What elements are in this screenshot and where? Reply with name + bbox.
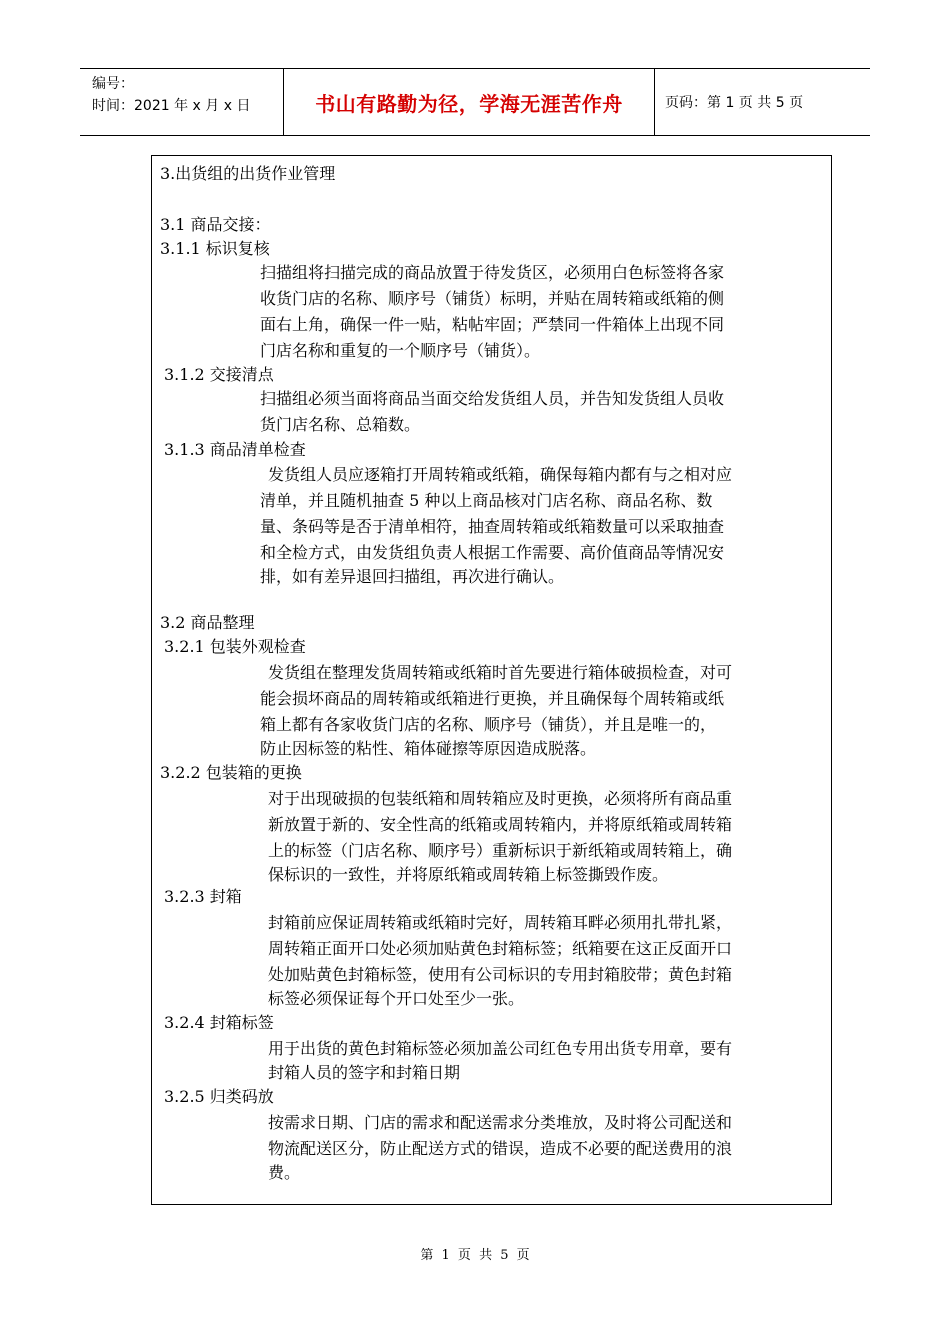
footer-total-word: 共 — [479, 1248, 493, 1263]
paragraph-line: 扫描组必须当面将商品当面交给发货组人员，并告知发货组人员收 — [260, 389, 725, 408]
paragraph-line: 物流配送区分，防止配送方式的错误，造成不必要的配送费用的浪 — [268, 1139, 733, 1158]
paragraph-line: 门店名称和重复的一个顺序号（铺货）。 — [260, 341, 541, 360]
paragraph-line: 发货组人员应逐箱打开周转箱或纸箱，确保每箱内都有与之相对应 — [268, 465, 733, 484]
motto-text: 书山有路勤为径，学海无涯苦作舟 — [315, 91, 623, 116]
header-page-cell — [655, 69, 870, 135]
paragraph-line: 排，如有差异退回扫描组，再次进行确认。 — [260, 567, 565, 586]
footer-page-unit: 页 — [457, 1248, 471, 1263]
paragraph-line: 保标识的一致性，并将原纸箱或周转箱上标签撕毁作废。 — [268, 865, 669, 884]
paragraph-line: 扫描组将扫描完成的商品放置于待发货区，必须用白色标签将各家 — [260, 263, 725, 282]
paragraph-line: 处加贴黄色封箱标签，使用有公司标识的专用封箱胶带；黄色封箱 — [268, 965, 733, 984]
paragraph-line: 封箱人员的签字和封箱日期 — [268, 1063, 461, 1082]
header-motto-cell — [283, 69, 655, 135]
paragraph-line: 周转箱正面开口处必须加贴黄色封箱标签；纸箱要在这正反面开口 — [268, 939, 733, 958]
paragraph-line: 发货组在整理发货周转箱或纸箱时首先要进行箱体破损检查，对可 — [268, 663, 733, 682]
item-heading: 3.2.2 包装箱的更换 — [160, 763, 302, 782]
paragraph-line: 量、条码等是否于清单相符，抽查周转箱或纸箱数量可以采取抽查 — [260, 517, 725, 536]
paragraph-line: 箱上都有各家收货门店的名称、顺序号（铺货），并且是唯一的， — [260, 715, 717, 734]
page-footer — [0, 1244, 950, 1263]
paragraph-line: 按需求日期、门店的需求和配送需求分类堆放，及时将公司配送和 — [268, 1113, 733, 1132]
paragraph-line: 封箱前应保证周转箱或纸箱时完好，周转箱耳畔必须用扎带扎紧， — [268, 913, 733, 932]
footer-total-unit: 页 — [516, 1248, 530, 1263]
paragraph-line: 能会损坏商品的周转箱或纸箱进行更换，并且确保每个周转箱或纸 — [260, 689, 725, 708]
paragraph-line: 用于出货的黄色封箱标签必须加盖公司红色专用出货专用章，要有 — [268, 1039, 733, 1058]
paragraph-line: 和全检方式，由发货组负责人根据工作需要、高价值商品等情况安 — [260, 543, 725, 562]
paragraph-line: 面右上角，确保一件一贴，粘帖牢固；严禁同一件箱体上出现不同 — [260, 315, 725, 334]
paragraph-line: 收货门店的名称、顺序号（铺货）标明，并贴在周转箱或纸箱的侧 — [260, 289, 725, 308]
content-box — [151, 155, 832, 1205]
paragraph-line: 防止因标签的粘性、箱体碰擦等原因造成脱落。 — [260, 739, 597, 758]
footer-total-number: 5 — [500, 1248, 509, 1263]
section-heading: 3.出货组的出货作业管理 — [160, 164, 336, 183]
item-heading: 3.1.3 商品清单检查 — [164, 440, 306, 459]
paragraph-line: 上的标签（门店名称、顺序号）重新标识于新纸箱或周转箱上，确 — [268, 841, 733, 860]
page-number-label: 页码：第 1 页 共 5 页 — [665, 95, 804, 111]
item-heading: 3.1.2 交接清点 — [164, 365, 274, 384]
page-header — [80, 68, 870, 136]
paragraph-line: 标签必须保证每个开口处至少一张。 — [268, 989, 525, 1008]
paragraph-line: 货门店名称、总箱数。 — [260, 415, 421, 434]
time-label: 时间：2021 年 x 月 x 日 — [92, 98, 251, 114]
paragraph-line: 新放置于新的、安全性高的纸箱或周转箱内，并将原纸箱或周转箱 — [268, 815, 733, 834]
paragraph-line: 清单，并且随机抽查 5 种以上商品核对门店名称、商品名称、数 — [260, 491, 713, 510]
paragraph-line: 费。 — [268, 1163, 301, 1182]
header-meta-cell — [80, 69, 283, 135]
footer-page-number: 1 — [441, 1248, 450, 1263]
subsection-heading: 3.1 商品交接： — [160, 215, 271, 234]
item-heading: 3.2.1 包装外观检查 — [164, 637, 306, 656]
item-heading: 3.2.4 封箱标签 — [164, 1013, 274, 1032]
paragraph-line: 对于出现破损的包装纸箱和周转箱应及时更换，必须将所有商品重 — [268, 789, 733, 808]
item-heading: 3.2.5 归类码放 — [164, 1087, 274, 1106]
code-label: 编号： — [92, 76, 134, 92]
item-heading: 3.1.1 标识复核 — [160, 239, 270, 258]
item-heading: 3.2.3 封箱 — [164, 887, 242, 906]
footer-page-word: 第 — [420, 1248, 434, 1263]
subsection-heading: 3.2 商品整理 — [160, 613, 255, 632]
